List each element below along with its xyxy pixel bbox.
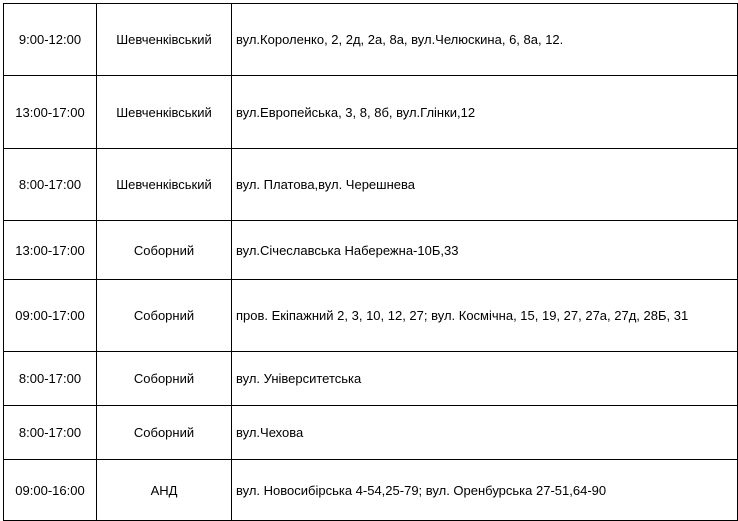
district-cell: Соборний [97, 221, 232, 280]
table-row [4, 4, 738, 76]
addresses-cell: вул.Чехова [232, 406, 738, 460]
time-cell: 9:00-12:00 [4, 4, 97, 76]
addresses-cell: вул. Новосибірська 4-54,25-79; вул. Оренбурська 27-51,64-90 [232, 460, 738, 521]
district-cell: Шевченківський [97, 4, 232, 76]
time-cell: 8:00-17:00 [4, 149, 97, 221]
district-cell: Соборний [97, 352, 232, 406]
addresses-cell: пров. Екіпажний 2, 3, 10, 12, 27; вул. Космічна, 15, 19, 27, 27а, 27д, 28Б, 31 [232, 280, 738, 352]
district-cell: Соборний [97, 406, 232, 460]
district-cell: Шевченківський [97, 76, 232, 149]
table-row [4, 221, 738, 280]
table-row [4, 352, 738, 406]
top-edge-crop [0, 0, 738, 3]
table-row [4, 280, 738, 352]
table-row [4, 460, 738, 521]
addresses-cell: вул. Університетська [232, 352, 738, 406]
time-cell: 09:00-16:00 [4, 460, 97, 521]
time-cell: 09:00-17:00 [4, 280, 97, 352]
addresses-cell: вул.Короленко, 2, 2д, 2а, 8а, вул.Челюскина, 6, 8а, 12. [232, 4, 738, 76]
district-cell: Соборний [97, 280, 232, 352]
addresses-cell: вул. Платова,вул. Черешнева [232, 149, 738, 221]
time-cell: 13:00-17:00 [4, 76, 97, 149]
table-row [4, 76, 738, 149]
district-cell: Шевченківський [97, 149, 232, 221]
table-row [4, 406, 738, 460]
addresses-cell: вул.Европейська, 3, 8, 8б, вул.Глінки,12 [232, 76, 738, 149]
district-cell: АНД [97, 460, 232, 521]
schedule-table [3, 3, 738, 521]
time-cell: 13:00-17:00 [4, 221, 97, 280]
table-row [4, 149, 738, 221]
addresses-cell: вул.Січеславська Набережна-10Б,33 [232, 221, 738, 280]
time-cell: 8:00-17:00 [4, 352, 97, 406]
time-cell: 8:00-17:00 [4, 406, 97, 460]
outage-schedule [3, 3, 738, 521]
